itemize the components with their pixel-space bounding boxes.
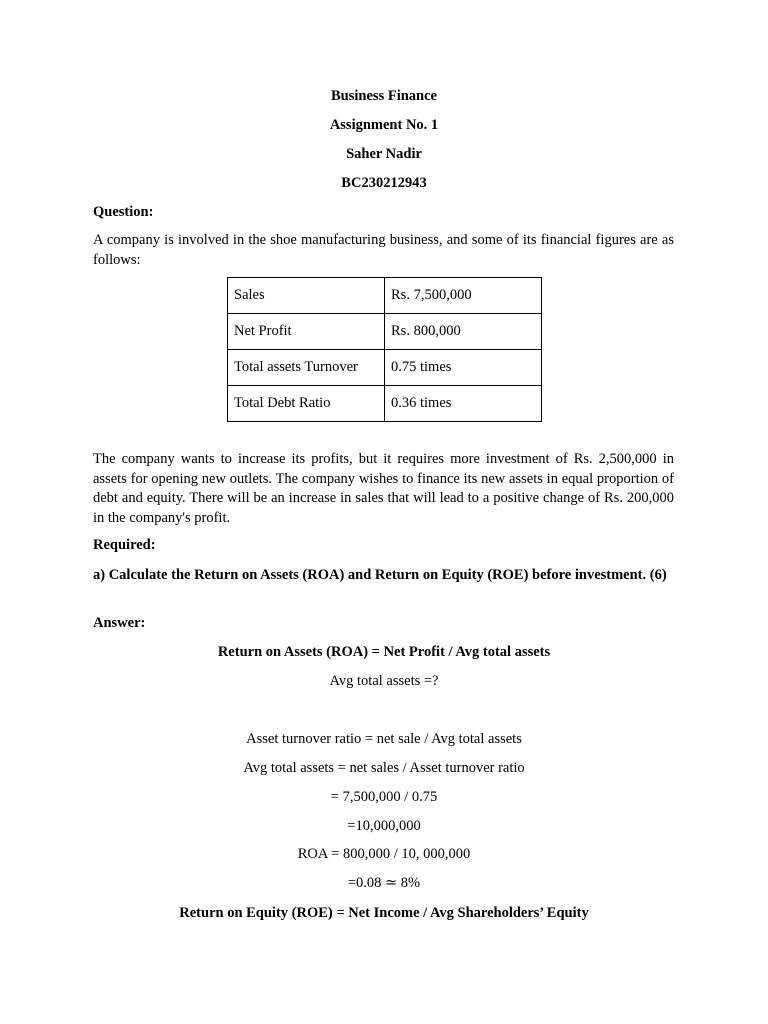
table-row xyxy=(228,278,542,314)
table-cell-value: 0.75 times xyxy=(385,350,542,386)
roa-result: =0.08 ≃ 8% xyxy=(347,875,421,891)
table-row xyxy=(228,386,542,422)
student-id: BC230212943 xyxy=(341,175,427,191)
roa-calculation: ROA = 800,000 / 10, 000,000 xyxy=(297,846,471,862)
table-row xyxy=(228,350,542,386)
calc-step-1: = 7,500,000 / 0.75 xyxy=(330,789,438,805)
financial-figures-table xyxy=(227,277,542,422)
table-cell-value: Rs. 7,500,000 xyxy=(385,278,542,314)
required-heading: Required: xyxy=(93,537,156,553)
roa-formula: Return on Assets (ROA) = Net Profit / Avg total assets xyxy=(217,644,551,660)
avg-assets-question: Avg total assets =? xyxy=(329,673,439,689)
question-heading: Question: xyxy=(93,204,154,220)
student-name: Saher Nadir xyxy=(346,146,422,162)
roe-formula: Return on Equity (ROE) = Net Income / Avg Shareholders’ Equity xyxy=(179,905,589,921)
table-cell-label: Sales xyxy=(228,278,385,314)
question-intro: A company is involved in the shoe manufacturing business, and some of its financial figures are as follows: xyxy=(93,232,674,268)
table-cell-value: 0.36 times xyxy=(385,386,542,422)
calc-step-2: =10,000,000 xyxy=(347,818,421,834)
turnover-formula: Asset turnover ratio = net sale / Avg total assets xyxy=(246,731,522,747)
assignment-title: Assignment No. 1 xyxy=(329,117,439,133)
scenario-paragraph: The company wants to increase its profits, but it requires more investment of Rs. 2,500,000 in assets for opening new outlets. The company wishes to finance its new assets in equal proportion of debt and equity. There will be an increase in sales that will lead to a positive change of Rs. 200,000 in the company's profit. xyxy=(93,451,674,526)
table-cell-label: Total Debt Ratio xyxy=(228,386,385,422)
avg-assets-formula: Avg total assets = net sales / Asset turnover ratio xyxy=(243,760,525,776)
table-cell-label: Total assets Turnover xyxy=(228,350,385,386)
table-cell-label: Net Profit xyxy=(228,314,385,350)
answer-heading: Answer: xyxy=(93,615,146,631)
table-row xyxy=(228,314,542,350)
table-cell-value: Rs. 800,000 xyxy=(385,314,542,350)
course-title: Business Finance xyxy=(331,88,437,104)
required-part-a: a) Calculate the Return on Assets (ROA) and Return on Equity (ROE) before investment. (6) xyxy=(93,567,667,583)
